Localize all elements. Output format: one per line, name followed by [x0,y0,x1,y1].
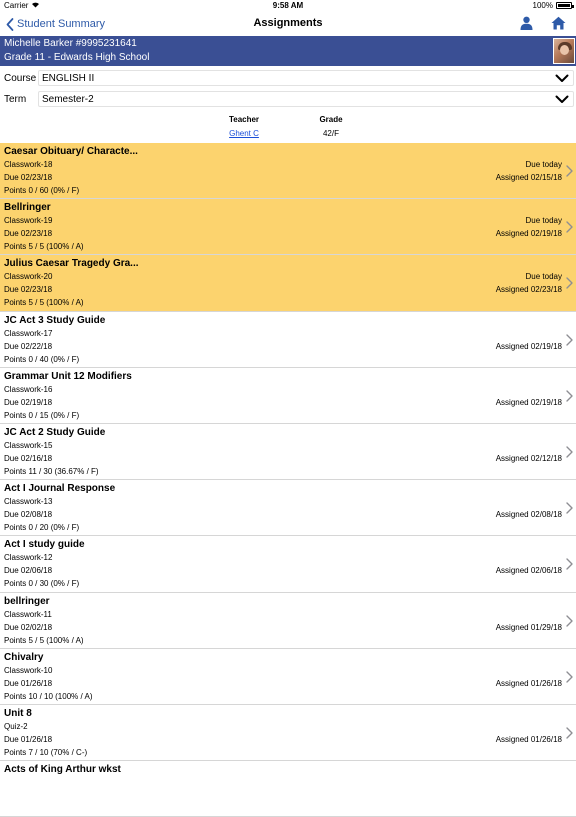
chevron-right-icon [566,671,573,683]
course-selector-row [0,70,576,88]
chevron-right-icon [566,502,573,514]
list-item[interactable] [0,705,576,761]
assignment-points: Points 0 / 40 (0% / F) [4,354,80,364]
teacher-column [214,115,274,138]
assignment-points: Points 0 / 60 (0% / F) [4,186,80,195]
person-icon[interactable] [518,15,534,31]
course-value: ENGLISH II [42,73,95,84]
student-name: Michelle Barker #9995231641 [4,38,137,49]
assignment-due-date: Due 02/02/18 [4,622,53,632]
chevron-down-icon [555,74,569,83]
assignment-title: Act I study guide [4,539,85,551]
course-select[interactable] [38,70,574,86]
assignment-points: Points 0 / 20 (0% / F) [4,523,80,533]
battery-icon [556,2,572,9]
assignment-status: Due today [525,272,562,282]
assignment-due-date: Due 02/23/18 [4,173,53,182]
assignment-type: Classwork-15 [4,440,53,450]
assignment-type: Classwork-11 [4,609,52,619]
assignment-points: Points 5 / 5 (100% / A) [4,242,84,252]
assignment-assigned-date: Assigned 02/19/18 [495,397,562,407]
assignment-points: Points 0 / 15 (0% / F) [4,410,80,420]
assignment-points: Points 0 / 30 (0% / F) [4,579,80,589]
list-item[interactable] [0,536,576,592]
assignment-type: Classwork-20 [4,272,53,282]
assignment-due-date: Due 02/16/18 [4,453,53,463]
assignment-title: Act I Journal Response [4,483,116,495]
assignment-points: Points 7 / 10 (70% / C-) [4,747,88,757]
chevron-right-icon [566,558,573,570]
assignment-due-date: Due 02/22/18 [4,341,53,351]
assignment-title: Grammar Unit 12 Modifiers [4,370,132,382]
assignment-points: Points 5 / 5 (100% / A) [4,635,84,645]
chevron-down-icon [555,95,569,104]
assignment-list [0,143,576,817]
battery-indicator [533,1,572,10]
assignment-assigned-date: Assigned 01/26/18 [495,678,562,688]
assignment-assigned-date: Assigned 01/26/18 [495,734,562,744]
assignment-due-date: Due 02/06/18 [4,566,53,576]
list-item[interactable] [0,480,576,536]
list-item[interactable] [0,368,576,424]
list-item[interactable] [0,199,576,255]
clock: 9:58 AM [272,1,304,10]
assignment-points: Points 11 / 30 (36.67% / F) [4,466,99,476]
assignment-points: Points 10 / 10 (100% / A) [4,691,93,701]
avatar[interactable] [553,38,575,64]
teacher-header: Teacher [228,115,260,124]
assignment-assigned-date: Assigned 02/19/18 [495,341,562,351]
chevron-right-icon [566,390,573,402]
assignment-due-date: Due 02/23/18 [4,285,53,295]
list-item[interactable] [0,143,576,199]
assignment-due-date: Due 02/08/18 [4,510,53,520]
term-value: Semester-2 [42,94,94,105]
term-selector-row [0,91,576,109]
status-bar [0,0,576,12]
assignment-title: Unit 8 [4,707,32,719]
assignment-type: Classwork-16 [4,384,53,394]
assignment-type: Quiz-2 [4,721,28,731]
student-school: Grade 11 - Edwards High School [4,52,150,63]
chevron-right-icon [566,334,573,346]
chevron-right-icon [566,165,573,177]
list-item[interactable] [0,424,576,480]
assignment-title: JC Act 3 Study Guide [4,314,106,326]
assignment-due-date: Due 02/19/18 [4,397,53,407]
list-item[interactable] [0,255,576,311]
chevron-right-icon [566,446,573,458]
grade-column [306,115,356,138]
teacher-link[interactable]: Ghent C [229,129,259,138]
assignment-title: Caesar Obituary/ Characte... [4,146,138,157]
list-item[interactable] [0,761,576,817]
navigation-bar [0,12,576,36]
assignment-assigned-date: Assigned 02/08/18 [495,510,562,520]
assignment-points: Points 5 / 5 (100% / A) [4,298,84,308]
assignment-due-date: Due 02/23/18 [4,229,53,239]
student-banner [0,36,576,66]
assignment-assigned-date: Assigned 01/29/18 [495,622,562,632]
carrier-label: Carrier [4,1,29,10]
chevron-right-icon [566,615,573,627]
assignment-title: JC Act 2 Study Guide [4,426,106,438]
assignment-type: Classwork-10 [4,665,53,675]
page-title: Assignments [253,17,323,29]
chevron-right-icon [566,221,573,233]
assignment-title: bellringer [4,595,50,607]
assignment-type: Classwork-12 [4,553,53,563]
assignment-due-date: Due 01/26/18 [4,734,53,744]
assignment-title: Acts of King Arthur wkst [4,764,121,776]
assignment-title: Bellringer [4,202,51,214]
assignment-type: Classwork-13 [4,497,53,507]
chevron-right-icon [566,277,573,289]
assignment-assigned-date: Assigned 02/23/18 [495,285,562,295]
assignment-assigned-date: Assigned 02/06/18 [495,566,562,576]
assignment-type: Classwork-18 [4,160,53,169]
list-item[interactable] [0,593,576,649]
assignment-status: Due today [525,216,562,226]
grade-header: Grade [319,115,343,124]
chevron-right-icon [566,727,573,739]
assignment-assigned-date: Assigned 02/12/18 [495,453,562,463]
assignment-due-date: Due 01/26/18 [4,678,53,688]
back-button-label: Student Summary [17,18,106,30]
assignment-assigned-date: Assigned 02/19/18 [495,229,562,239]
assignment-assigned-date: Assigned 02/15/18 [495,173,562,182]
course-label: Course [4,73,37,84]
term-select[interactable] [38,91,574,107]
assignment-title: Chivalry [4,651,44,663]
assignment-type: Classwork-19 [4,216,53,226]
home-icon[interactable] [550,15,566,31]
term-label: Term [4,94,27,105]
assignment-title: Julius Caesar Tragedy Gra... [4,258,139,270]
list-item[interactable] [0,312,576,368]
list-item[interactable] [0,649,576,705]
battery-percent: 100% [532,1,553,10]
grade-value: 42/F [322,129,339,138]
assignment-type: Classwork-17 [4,328,53,338]
assignment-status: Due today [525,160,562,169]
